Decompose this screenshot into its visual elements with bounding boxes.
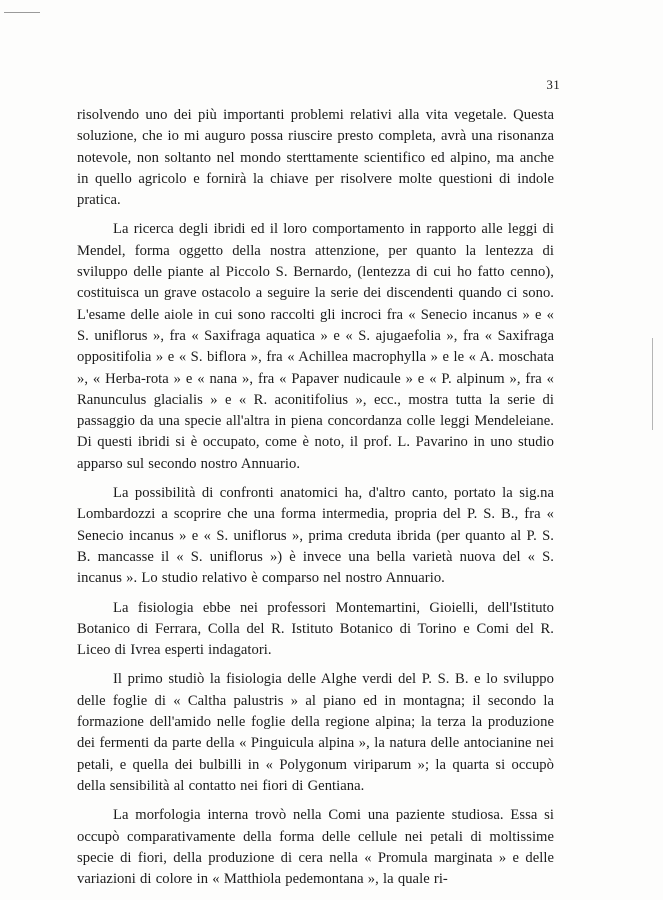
paragraph-studies: Il primo studiò la fisiologia delle Alghe verdi del P. S. B. e lo sviluppo delle foglie di « Caltha palustris » al piano ed in montagna; il secondo la formazione dell'amido nelle foglie della regione alpina; la terza la produzione dei fermenti da parte della « Pinguicula alpina », la natura delle antocianine nei petali, e quella dei bulbilli in « Polygonum viriparum »; la quarta si occupò della sensibilità al contatto nei fiori di Gentiana. bbox=[77, 671, 554, 794]
page-edge-line bbox=[652, 338, 653, 430]
scan-edge-mark bbox=[4, 12, 40, 13]
paragraph-physiology: La fisiologia ebbe nei professori Montemartini, Gioielli, dell'Istituto Botanico di Ferrara, Colla del R. Istituto Botanico di Torino e Comi del R. Liceo di Ivrea esperti indagatori. bbox=[77, 599, 554, 659]
page-number: 31 bbox=[546, 77, 560, 92]
paragraph-morphology: La morfologia interna trovò nella Comi una paziente studiosa. Essa si occupò comparativamente della forma delle cellule nei petali di moltissime specie di fiori, della produzione di cera nella « Promula marginata » e delle variazioni di colore in « Matthiola pedemontana », la quale ri- bbox=[77, 807, 554, 888]
paragraph-hybrids: La ricerca degli ibridi ed il loro comportamento in rapporto alle leggi di Mendel, forma oggetto della nostra attenzione, per quanto la lentezza di sviluppo delle piante al Piccolo S. Bernardo, (lentezza di cui ho fatto cenno), costituisca un grave ostacolo a seguire la serie dei discendenti quando ci sono. L'esame delle aiole in cui sono raccolti gli incroci fra « Senecio incanus » e « S. uniflorus », fra « Saxifraga aquatica » e « S. ajugaefolia », fra « Saxifraga oppositifolia » e « S. biflora », fra « Achillea macrophylla » e le « A. moschata », « Herba-rota » e « nana », fra « Papaver nudicaule » e « P. alpinum », fra « Ranunculus glacialis » e « R. aconitifolius », ecc., mostra tutta la serie di passaggio da una specie all'altra in piena concordanza colle leggi Mendeleiane. Di questi ibridi si è occupato, come è noto, il prof. L. Pavarino in uno studio apparso sul secondo nostro Annuario. bbox=[77, 221, 554, 472]
paragraph-continuation: risolvendo uno dei più importanti problemi relativi alla vita vegetale. Questa soluzione, che io mi auguro possa riuscire presto completa, avrà una risonanza notevole, non soltanto nel mondo sterttamente scientifico ed alpino, ma anche in quello agricolo e fornirà la chiave per risolvere molte questioni di indole pratica. bbox=[77, 107, 554, 209]
body-text bbox=[77, 105, 554, 890]
paragraph-anatomy: La possibilità di confronti anatomici ha, d'altro canto, portato la sig.na Lombardozzi a scoprire che una forma intermedia, propria del P. S. B., fra « Senecio incanus » e « S. uniflorus », prima creduta ibrida (per quanto al P. S. B. mancasse il « S. uniflorus ») è invece una bella varietà nuova del « S. incanus ». Lo studio relativo è comparso nel nostro Annuario. bbox=[77, 485, 554, 587]
